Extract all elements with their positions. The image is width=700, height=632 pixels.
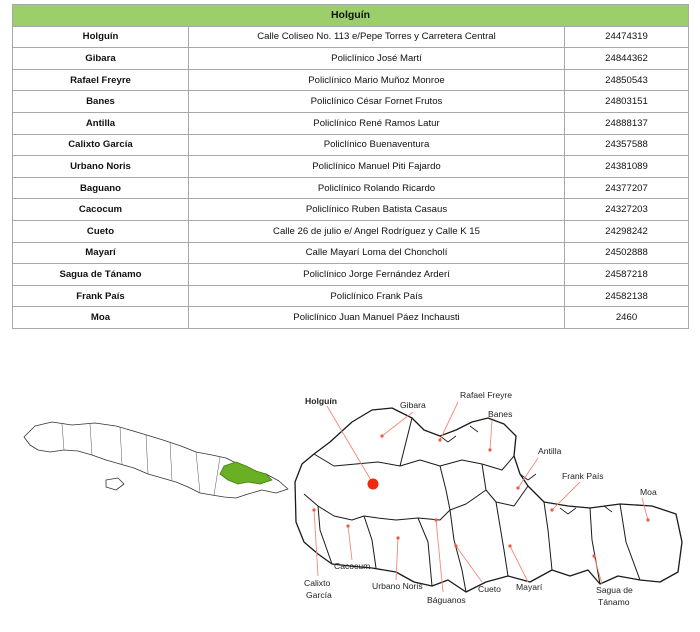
- table-row: [13, 177, 689, 199]
- municipality-cell: Antilla: [13, 112, 189, 134]
- label-cacocum: Cacocum: [334, 561, 371, 571]
- label-moa: Moa: [640, 487, 657, 497]
- phone-cell: 24844362: [565, 48, 689, 70]
- label-calixto-line1: Calixto: [304, 578, 331, 588]
- phone-cell: 24377207: [565, 177, 689, 199]
- municipality-cell: Gibara: [13, 48, 189, 70]
- phone-cell: 24474319: [565, 26, 689, 48]
- table-row: [13, 69, 689, 91]
- label-urbano-noris: Urbano Noris: [372, 581, 423, 591]
- label-antilla: Antilla: [538, 446, 562, 456]
- table-row: [13, 264, 689, 286]
- phone-cell: 24502888: [565, 242, 689, 264]
- address-cell: Policlínico Rolando Ricardo: [189, 177, 565, 199]
- address-cell: Policlínico José Martí: [189, 48, 565, 70]
- address-cell: Calle Mayarí Loma del Choncholí: [189, 242, 565, 264]
- table-row: [13, 220, 689, 242]
- table-row: [13, 285, 689, 307]
- phone-cell: 24582138: [565, 285, 689, 307]
- address-cell: Policlínico Jorge Fernández Arderí: [189, 264, 565, 286]
- municipality-cell: Urbano Noris: [13, 156, 189, 178]
- municipality-cell: Rafael Freyre: [13, 69, 189, 91]
- table-row: [13, 112, 689, 134]
- address-cell: Policlínico Manuel Piti Fajardo: [189, 156, 565, 178]
- table-row: [13, 26, 689, 48]
- label-holguin: Holguín: [305, 396, 337, 406]
- table-row: [13, 307, 689, 329]
- label-banes: Banes: [488, 409, 513, 419]
- address-cell: Policlínico Mario Muñoz Monroe: [189, 69, 565, 91]
- phone-cell: 24381089: [565, 156, 689, 178]
- address-cell: Calle 26 de julio e/ Angel Rodríguez y Calle K 15: [189, 220, 565, 242]
- municipality-cell: Moa: [13, 307, 189, 329]
- label-rafael-freyre: Rafael Freyre: [460, 390, 513, 400]
- municipality-cell: Baguano: [13, 177, 189, 199]
- phone-cell: 24850543: [565, 69, 689, 91]
- label-sagua-line2: Tánamo: [598, 597, 630, 607]
- phone-cell: 24327203: [565, 199, 689, 221]
- label-mayari: Mayarí: [516, 582, 543, 592]
- municipality-cell: Calixto García: [13, 134, 189, 156]
- municipality-cell: Cueto: [13, 220, 189, 242]
- map-area: [0, 370, 700, 627]
- table-row: [13, 91, 689, 113]
- table-row: [13, 199, 689, 221]
- address-cell: Policlínico Frank País: [189, 285, 565, 307]
- holguin-capital-marker: [368, 479, 379, 490]
- phone-cell: 24587218: [565, 264, 689, 286]
- label-cueto: Cueto: [478, 584, 501, 594]
- isla-de-la-juventud: [106, 478, 124, 490]
- municipality-cell: Frank País: [13, 285, 189, 307]
- label-calixto-line2: García: [306, 590, 332, 600]
- address-cell: Policlínico Buenaventura: [189, 134, 565, 156]
- table-row: [13, 156, 689, 178]
- cuba-overview-map: [24, 422, 288, 498]
- phone-cell: 24357588: [565, 134, 689, 156]
- label-sagua-line1: Sagua de: [596, 585, 633, 595]
- phone-cell: 24888137: [565, 112, 689, 134]
- label-frank-pais: Frank País: [562, 471, 604, 481]
- phone-cell: 24803151: [565, 91, 689, 113]
- address-cell: Policlínico César Fornet Frutos: [189, 91, 565, 113]
- contact-table: [12, 4, 689, 329]
- municipality-cell: Mayarí: [13, 242, 189, 264]
- address-cell: Calle Coliseo No. 113 e/Pepe Torres y Carretera Central: [189, 26, 565, 48]
- label-baguanos: Báguanos: [427, 595, 466, 605]
- table-header-holguin: Holguín: [13, 5, 689, 27]
- cuba-outline: [24, 422, 288, 498]
- municipality-cell: Cacocum: [13, 199, 189, 221]
- address-cell: Policlínico Ruben Batista Casaus: [189, 199, 565, 221]
- phone-cell: 24298242: [565, 220, 689, 242]
- municipality-cell: Sagua de Tánamo: [13, 264, 189, 286]
- phone-cell: 2460: [565, 307, 689, 329]
- address-cell: Policlínico René Ramos Latur: [189, 112, 565, 134]
- label-gibara: Gibara: [400, 400, 426, 410]
- table-row: [13, 242, 689, 264]
- table-row: [13, 134, 689, 156]
- address-cell: Policlínico Juan Manuel Páez Inchausti: [189, 307, 565, 329]
- table-row: [13, 48, 689, 70]
- maps-svg: [0, 370, 700, 627]
- municipality-cell: Banes: [13, 91, 189, 113]
- municipality-cell: Holguín: [13, 26, 189, 48]
